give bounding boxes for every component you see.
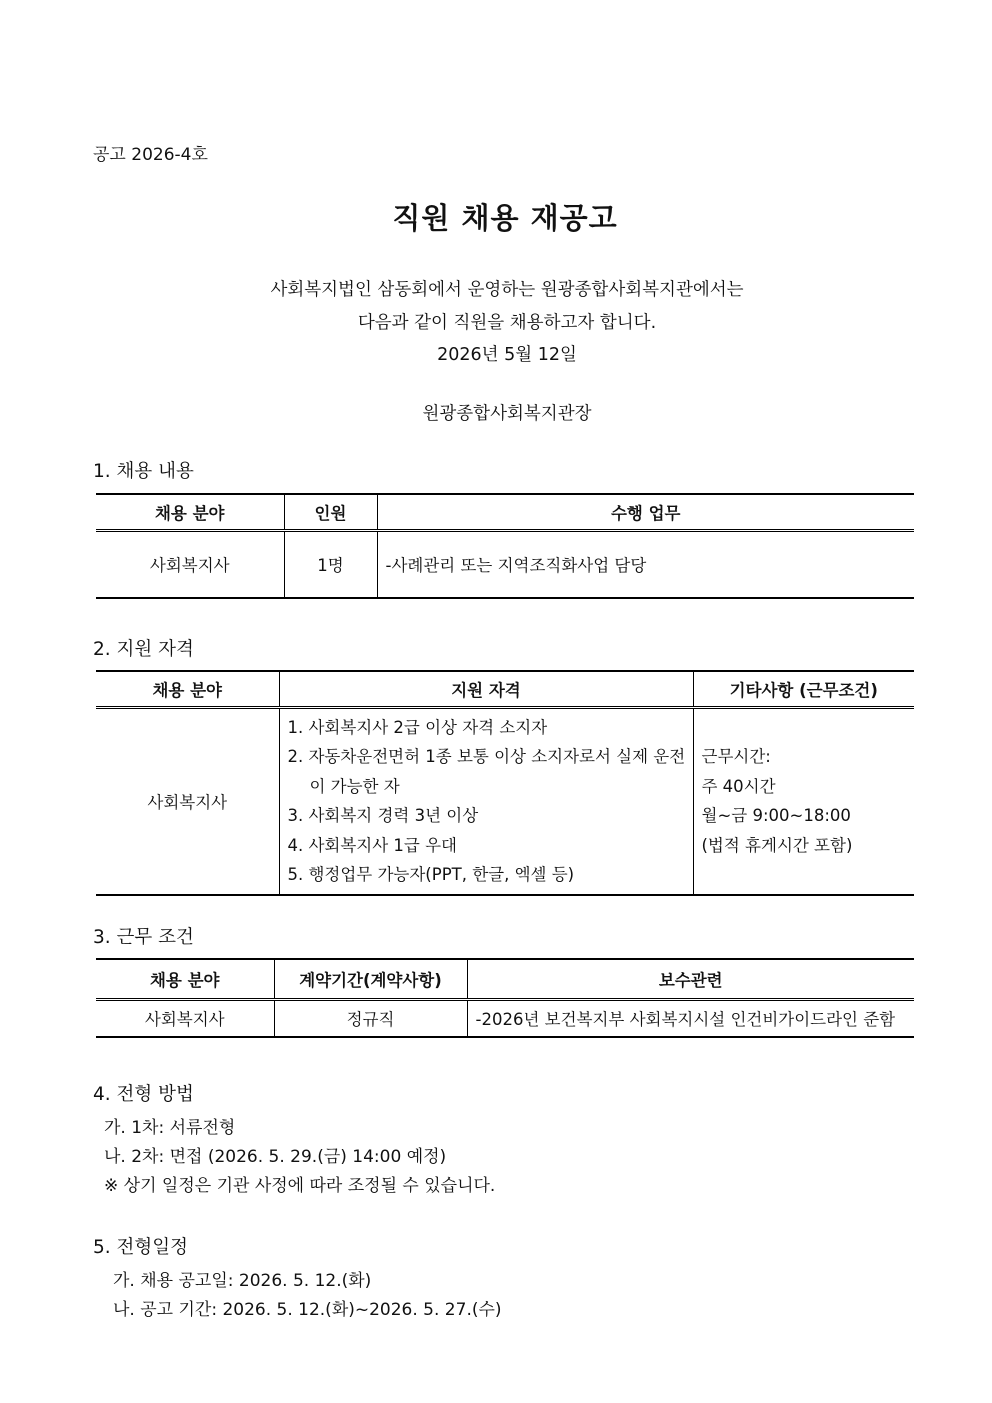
- recruit-count-cell: 1명: [284, 530, 377, 598]
- schedule-announce-date: 가. 채용 공고일: 2026. 5. 12.(화): [113, 1271, 372, 1291]
- table-header: 인원: [284, 494, 377, 530]
- contract-type-cell: 정규직: [274, 999, 467, 1037]
- notice-date: 2026년 5월 12일: [437, 345, 577, 365]
- table-header: 계약기간(계약사항): [274, 959, 467, 999]
- qualification-list-cell: [279, 707, 693, 895]
- pay-cell: -2026년 보건복지부 사회복지시설 인건비가이드라인 준함: [467, 999, 914, 1037]
- recruit-field-cell: 사회복지사: [96, 530, 284, 598]
- table-header: 기타사항 (근무조건): [693, 671, 914, 707]
- selection-step-1: 가. 1차: 서류전형: [104, 1118, 236, 1138]
- recruitment-table: [96, 493, 914, 599]
- qualification-table: [96, 670, 914, 896]
- table-header: 채용 분야: [96, 959, 274, 999]
- schedule-period: 나. 공고 기간: 2026. 5. 12.(화)~2026. 5. 27.(수): [113, 1300, 502, 1320]
- selection-step-2: 나. 2차: 면접 (2026. 5. 29.(금) 14:00 예정): [104, 1147, 447, 1167]
- qualification-item: 4. 사회복지사 1급 우대: [287, 835, 457, 855]
- conditions-table: [96, 958, 914, 1038]
- intro-line-2: 다음과 같이 직원을 채용하고자 합니다.: [357, 313, 657, 333]
- issuer-name: 원광종합사회복지관장: [422, 404, 592, 424]
- page-title: 직원 채용 재공고: [392, 201, 618, 235]
- table-header: 채용 분야: [96, 494, 284, 530]
- table-header: 수행 업무: [377, 494, 914, 530]
- table-header: 채용 분야: [96, 671, 279, 707]
- notice-number: 공고 2026-4호: [93, 145, 208, 165]
- section-heading-selection: 4. 전형 방법: [93, 1084, 194, 1105]
- section-heading-recruitment: 1. 채용 내용: [93, 461, 194, 482]
- work-hours-note: (법적 휴게시간 포함): [701, 835, 853, 855]
- qualification-field-cell: 사회복지사: [96, 707, 279, 895]
- conditions-field-cell: 사회복지사: [96, 999, 274, 1037]
- qualification-item: 5. 행정업무 가능자(PPT, 한글, 엑셀 등): [287, 865, 575, 884]
- work-hours-days: 월~금 9:00~18:00: [701, 806, 851, 825]
- table-header: 보수관련: [467, 959, 914, 999]
- intro-line-1: 사회복지법인 삼동회에서 운영하는 원광종합사회복지관에서는: [270, 280, 744, 300]
- qualification-item: 2. 자동차운전면허 1종 보통 이상 소지자로서 실제 운전이 가능한 자: [287, 747, 686, 796]
- schedule-note: ※ 상기 일정은 기관 사정에 따라 조정될 수 있습니다.: [104, 1176, 496, 1196]
- work-hours-label: 근무시간:: [701, 747, 771, 766]
- qualification-list: [280, 709, 693, 894]
- qualification-item: 1. 사회복지사 2급 이상 자격 소지자: [287, 717, 548, 737]
- work-conditions-cell: [693, 707, 914, 895]
- section-heading-qualifications: 2. 지원 자격: [93, 639, 194, 660]
- section-heading-schedule: 5. 전형일정: [93, 1237, 189, 1258]
- qualification-item: 3. 사회복지 경력 3년 이상: [287, 806, 479, 825]
- work-hours-weekly: 주 40시간: [701, 776, 776, 796]
- recruit-duty-cell: -사례관리 또는 지역조직화사업 담당: [377, 530, 914, 598]
- table-header: 지원 자격: [279, 671, 693, 707]
- section-heading-conditions: 3. 근무 조건: [93, 927, 194, 948]
